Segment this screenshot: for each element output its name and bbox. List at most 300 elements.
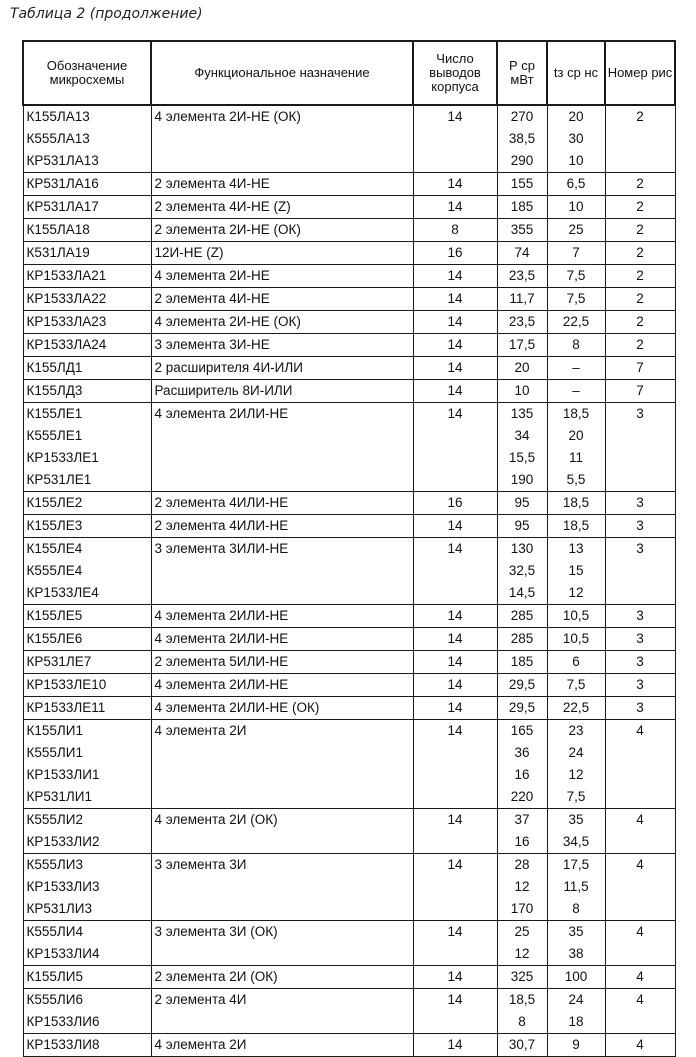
table-row: [23, 515, 675, 538]
power-cell: [497, 720, 547, 809]
chip-name-cell: [23, 173, 151, 196]
figure-number: 2: [636, 199, 644, 214]
pins-cell: [413, 697, 497, 720]
delay-cell: [547, 720, 605, 809]
pins-cell: [413, 538, 497, 605]
chip-name: КР531ЛА13: [26, 153, 99, 168]
table-row: [23, 492, 675, 515]
pins-value: 14: [447, 1037, 463, 1052]
figure-number: 3: [636, 700, 644, 715]
pins-value: 14: [447, 176, 463, 191]
pins-value: 14: [447, 199, 463, 214]
figure-cell: [605, 265, 675, 288]
function-cell: [151, 357, 413, 380]
figure-cell: [605, 1034, 675, 1057]
table-row: [23, 966, 675, 989]
power-value: 270: [510, 109, 534, 124]
chip-name: КР1533ЛА21: [26, 268, 107, 283]
figure-number: 3: [636, 495, 644, 510]
chip-name-cell: [23, 334, 151, 357]
chip-name: КР1533ЛИ8: [26, 1037, 100, 1052]
power-value: 220: [510, 789, 534, 804]
delay-value: 11: [568, 450, 583, 465]
delay-value: 7: [572, 245, 580, 260]
delay-cell: [547, 403, 605, 492]
power-value: 74: [514, 245, 530, 260]
chip-name-cell: [23, 809, 151, 854]
chip-name: К555ЛЕ4: [26, 563, 83, 578]
pins-value: 14: [447, 109, 463, 124]
power-cell: [497, 403, 547, 492]
chip-name-cell: [23, 403, 151, 492]
delay-value: 25: [568, 222, 584, 237]
function-cell: [151, 674, 413, 697]
power-value: 37: [514, 812, 530, 827]
delay-cell: [547, 242, 605, 265]
function-text: 4 элемента 2ИЛИ-НЕ: [154, 631, 289, 646]
delay-value: 6,5: [566, 176, 586, 191]
function-text: Расширитель 8И-ИЛИ: [154, 383, 293, 398]
figure-cell: [605, 242, 675, 265]
figure-cell: [605, 538, 675, 605]
figure-number: 2: [636, 314, 644, 329]
power-cell: [497, 605, 547, 628]
table-row: [23, 989, 675, 1034]
power-cell: [497, 515, 547, 538]
function-text: 4 элемента 2ИЛИ-НЕ: [154, 406, 289, 421]
figure-cell: [605, 380, 675, 403]
chip-name: КР531ЛЕ7: [26, 654, 92, 669]
chip-name-cell: [23, 720, 151, 809]
pins-value: 14: [447, 518, 463, 533]
chip-name: КР1533ЛИ4: [26, 946, 100, 961]
pins-cell: [413, 966, 497, 989]
pins-value: 14: [447, 608, 463, 623]
pins-value: 14: [447, 723, 463, 738]
power-cell: [497, 674, 547, 697]
delay-cell: [547, 674, 605, 697]
figure-cell: [605, 854, 675, 921]
header-func: Функциональное назначение: [151, 41, 413, 105]
table-row: [23, 173, 675, 196]
power-value: 185: [510, 654, 534, 669]
chip-name: КР531ЛИ3: [26, 901, 92, 916]
power-cell: [497, 105, 547, 173]
delay-value: 6: [572, 654, 580, 669]
pins-value: 14: [447, 969, 463, 984]
figure-cell: [605, 173, 675, 196]
delay-cell: [547, 288, 605, 311]
figure-cell: [605, 720, 675, 809]
figure-number: 3: [636, 518, 644, 533]
chip-name: К555ЛЕ1: [26, 428, 83, 443]
chip-name-cell: [23, 242, 151, 265]
figure-number: 3: [636, 406, 644, 421]
power-cell: [497, 628, 547, 651]
table-row: [23, 403, 675, 492]
delay-value: 18: [568, 1014, 584, 1029]
function-text: 12И-НЕ (Z): [154, 245, 224, 260]
function-text: 2 элемента 4ИЛИ-НЕ: [154, 518, 289, 533]
table-row: [23, 697, 675, 720]
delay-cell: [547, 966, 605, 989]
power-cell: [497, 1034, 547, 1057]
pins-value: 16: [447, 245, 463, 260]
power-value: 29,5: [508, 700, 536, 715]
pins-cell: [413, 334, 497, 357]
figure-number: 4: [636, 924, 644, 939]
delay-value: 18,5: [562, 406, 590, 421]
chip-name: К155ЛЕ1: [26, 406, 83, 421]
chip-name: К555ЛИ6: [26, 992, 83, 1007]
power-value: 15,5: [508, 450, 536, 465]
pins-cell: [413, 921, 497, 966]
pins-value: 14: [447, 924, 463, 939]
pins-value: 14: [447, 654, 463, 669]
table-row: [23, 809, 675, 854]
function-cell: [151, 1034, 413, 1057]
power-value: 185: [510, 199, 534, 214]
chip-name: КР1533ЛА23: [26, 314, 107, 329]
table-row: [23, 219, 675, 242]
function-cell: [151, 380, 413, 403]
function-cell: [151, 809, 413, 854]
figure-number: 7: [636, 360, 644, 375]
function-text: 2 элемента 2И (ОК): [154, 969, 278, 984]
function-cell: [151, 651, 413, 674]
pins-cell: [413, 720, 497, 809]
power-value: 165: [510, 723, 534, 738]
function-text: 3 элемента 3И-НЕ: [154, 337, 270, 352]
figure-number: 4: [636, 1037, 644, 1052]
pins-cell: [413, 105, 497, 173]
chip-name: К155ЛЕ4: [26, 541, 83, 556]
function-text: 2 элемента 4И-НЕ (Z): [154, 199, 291, 214]
delay-cell: [547, 173, 605, 196]
power-cell: [497, 334, 547, 357]
pins-value: 14: [447, 541, 463, 556]
pins-value: 14: [447, 857, 463, 872]
power-value: 29,5: [508, 677, 536, 692]
table-header-row: [23, 41, 675, 105]
pins-cell: [413, 357, 497, 380]
figure-cell: [605, 697, 675, 720]
delay-value: –: [572, 360, 580, 375]
figure-number: 7: [636, 383, 644, 398]
power-value: 36: [514, 745, 530, 760]
function-text: 3 элемента 3И: [154, 857, 247, 872]
pins-cell: [413, 380, 497, 403]
table-row: [23, 105, 675, 173]
chip-name-cell: [23, 651, 151, 674]
delay-value: 30: [568, 131, 584, 146]
power-value: 355: [510, 222, 534, 237]
function-cell: [151, 334, 413, 357]
power-value: 155: [510, 176, 534, 191]
function-text: 4 элемента 2ИЛИ-НЕ: [154, 608, 289, 623]
figure-cell: [605, 311, 675, 334]
chip-name: К155ЛЕ6: [26, 631, 83, 646]
function-cell: [151, 720, 413, 809]
delay-value: 100: [564, 969, 588, 984]
pins-cell: [413, 288, 497, 311]
table-row: [23, 651, 675, 674]
power-cell: [497, 809, 547, 854]
delay-value: 22,5: [562, 700, 590, 715]
chip-name-cell: [23, 265, 151, 288]
pins-cell: [413, 311, 497, 334]
power-value: 17,5: [508, 337, 536, 352]
delay-cell: [547, 697, 605, 720]
table-row: [23, 1034, 675, 1057]
pins-cell: [413, 989, 497, 1034]
chip-name: КР1533ЛЕ10: [26, 677, 107, 692]
function-cell: [151, 105, 413, 173]
chip-name-cell: [23, 989, 151, 1034]
power-cell: [497, 380, 547, 403]
figure-number: 2: [636, 109, 644, 124]
power-cell: [497, 989, 547, 1034]
power-value: 30,7: [508, 1037, 536, 1052]
delay-cell: [547, 492, 605, 515]
chip-name: КР531ЛА17: [26, 199, 99, 214]
delay-value: 18,5: [562, 518, 590, 533]
power-value: 95: [514, 518, 530, 533]
function-text: 4 элемента 2И: [154, 1037, 247, 1052]
figure-number: 4: [636, 723, 644, 738]
function-text: 4 элемента 2И-НЕ: [154, 268, 270, 283]
power-cell: [497, 196, 547, 219]
chip-name-cell: [23, 219, 151, 242]
pins-value: 14: [447, 337, 463, 352]
pins-value: 14: [447, 314, 463, 329]
figure-cell: [605, 334, 675, 357]
delay-value: 12: [568, 767, 584, 782]
delay-cell: [547, 357, 605, 380]
chip-name-cell: [23, 1034, 151, 1057]
figure-cell: [605, 674, 675, 697]
delay-value: 10: [568, 153, 584, 168]
power-value: 23,5: [508, 314, 536, 329]
delay-cell: [547, 219, 605, 242]
chip-name: К555ЛИ3: [26, 857, 83, 872]
pins-cell: [413, 492, 497, 515]
function-text: 4 элемента 2И (ОК): [154, 812, 278, 827]
function-text: 2 элемента 4И-НЕ: [154, 291, 270, 306]
figure-number: 3: [636, 631, 644, 646]
chip-name-cell: [23, 854, 151, 921]
figure-cell: [605, 921, 675, 966]
chip-name-cell: [23, 674, 151, 697]
pins-value: 14: [447, 677, 463, 692]
figure-cell: [605, 628, 675, 651]
power-value: 130: [510, 541, 534, 556]
function-text: 2 элемента 4И-НЕ: [154, 176, 270, 191]
pins-cell: [413, 265, 497, 288]
delay-value: 7,5: [566, 789, 586, 804]
table-row: [23, 720, 675, 809]
delay-cell: [547, 1034, 605, 1057]
delay-cell: [547, 265, 605, 288]
function-text: 3 элемента 3ИЛИ-НЕ: [154, 541, 289, 556]
figure-number: 3: [636, 541, 644, 556]
chip-name-cell: [23, 288, 151, 311]
chip-name-cell: [23, 196, 151, 219]
chip-name: К155ЛЕ5: [26, 608, 83, 623]
pins-cell: [413, 242, 497, 265]
delay-cell: [547, 334, 605, 357]
power-value: 170: [510, 901, 534, 916]
chip-name-cell: [23, 628, 151, 651]
delay-cell: [547, 311, 605, 334]
delay-value: 24: [568, 992, 584, 1007]
power-cell: [497, 651, 547, 674]
function-cell: [151, 242, 413, 265]
table-body: [23, 105, 675, 1057]
chip-name-cell: [23, 380, 151, 403]
function-text: 2 элемента 4И: [154, 992, 247, 1007]
power-value: 285: [510, 631, 534, 646]
function-cell: [151, 538, 413, 605]
function-text: 2 элемента 4ИЛИ-НЕ: [154, 495, 289, 510]
power-value: 38,5: [508, 131, 536, 146]
function-cell: [151, 196, 413, 219]
pins-value: 14: [447, 406, 463, 421]
figure-number: 2: [636, 176, 644, 191]
function-text: 2 элемента 2И-НЕ (ОК): [154, 222, 301, 237]
chip-name-cell: [23, 515, 151, 538]
pins-cell: [413, 1034, 497, 1057]
chip-name-cell: [23, 605, 151, 628]
power-cell: [497, 265, 547, 288]
power-cell: [497, 492, 547, 515]
power-cell: [497, 173, 547, 196]
power-cell: [497, 538, 547, 605]
pins-cell: [413, 809, 497, 854]
chip-name: КР1533ЛЕ4: [26, 585, 99, 600]
delay-value: 10: [568, 199, 584, 214]
power-value: 95: [514, 495, 530, 510]
figure-number: 2: [636, 222, 644, 237]
function-cell: [151, 966, 413, 989]
chip-name: К555ЛИ1: [26, 745, 83, 760]
delay-value: 8: [572, 337, 580, 352]
pins-value: 14: [447, 631, 463, 646]
function-cell: [151, 605, 413, 628]
figure-number: 3: [636, 677, 644, 692]
figure-number: 3: [636, 608, 644, 623]
header-figure: Номер рис: [605, 41, 675, 105]
table-row: [23, 265, 675, 288]
delay-value: 17,5: [562, 857, 590, 872]
pins-cell: [413, 854, 497, 921]
chip-name: КР1533ЛИ3: [26, 879, 100, 894]
table-row: [23, 921, 675, 966]
table-row: [23, 854, 675, 921]
chip-name: КР1533ЛЕ11: [26, 700, 106, 715]
delay-cell: [547, 809, 605, 854]
table-row: [23, 628, 675, 651]
delay-cell: [547, 605, 605, 628]
power-value: 8: [518, 1014, 526, 1029]
table-row: [23, 674, 675, 697]
delay-cell: [547, 651, 605, 674]
power-value: 25: [514, 924, 530, 939]
table-row: [23, 605, 675, 628]
power-cell: [497, 921, 547, 966]
figure-cell: [605, 651, 675, 674]
figure-number: 3: [636, 654, 644, 669]
chip-name: К555ЛА13: [26, 131, 90, 146]
function-cell: [151, 989, 413, 1034]
delay-value: 38: [568, 946, 584, 961]
figure-cell: [605, 288, 675, 311]
figure-cell: [605, 219, 675, 242]
chip-name: К155ЛЕ3: [26, 518, 83, 533]
power-cell: [497, 697, 547, 720]
power-value: 32,5: [508, 563, 536, 578]
chip-name-cell: [23, 921, 151, 966]
power-value: 12: [514, 879, 530, 894]
delay-value: 34,5: [562, 834, 590, 849]
table-row: [23, 380, 675, 403]
chip-table: [22, 40, 676, 1057]
delay-value: 13: [568, 541, 584, 556]
delay-value: 20: [568, 428, 584, 443]
table-row: [23, 311, 675, 334]
delay-cell: [547, 196, 605, 219]
chip-name: КР1533ЛИ6: [26, 1014, 100, 1029]
chip-name: КР1533ЛИ1: [26, 767, 100, 782]
table-row: [23, 242, 675, 265]
function-cell: [151, 403, 413, 492]
power-value: 135: [510, 406, 534, 421]
power-value: 28: [514, 857, 530, 872]
power-value: 325: [510, 969, 534, 984]
figure-cell: [605, 492, 675, 515]
power-value: 18,5: [508, 992, 536, 1007]
function-cell: [151, 288, 413, 311]
chip-name-cell: [23, 492, 151, 515]
power-value: 12: [514, 946, 530, 961]
pins-cell: [413, 651, 497, 674]
power-cell: [497, 854, 547, 921]
figure-number: 4: [636, 857, 644, 872]
power-value: 16: [514, 767, 530, 782]
chip-name: КР531ЛЕ1: [26, 472, 92, 487]
delay-value: 24: [568, 745, 584, 760]
power-value: 20: [514, 360, 530, 375]
chip-name: К555ЛИ4: [26, 924, 83, 939]
chip-name-cell: [23, 357, 151, 380]
header-delay: tз ср нс: [547, 41, 605, 105]
function-text: 4 элемента 2ИЛИ-НЕ (ОК): [154, 700, 320, 715]
figure-number: 2: [636, 245, 644, 260]
delay-value: 9: [572, 1037, 580, 1052]
function-text: 4 элемента 2И: [154, 723, 247, 738]
header-power: Р ср мВт: [497, 41, 547, 105]
table-row: [23, 357, 675, 380]
chip-name-cell: [23, 697, 151, 720]
chip-name: КР531ЛИ1: [26, 789, 92, 804]
delay-value: 20: [568, 109, 584, 124]
table-row: [23, 538, 675, 605]
chip-name: КР1533ЛА22: [26, 291, 107, 306]
figure-cell: [605, 809, 675, 854]
delay-value: 7,5: [566, 268, 586, 283]
delay-cell: [547, 628, 605, 651]
chip-name-cell: [23, 966, 151, 989]
